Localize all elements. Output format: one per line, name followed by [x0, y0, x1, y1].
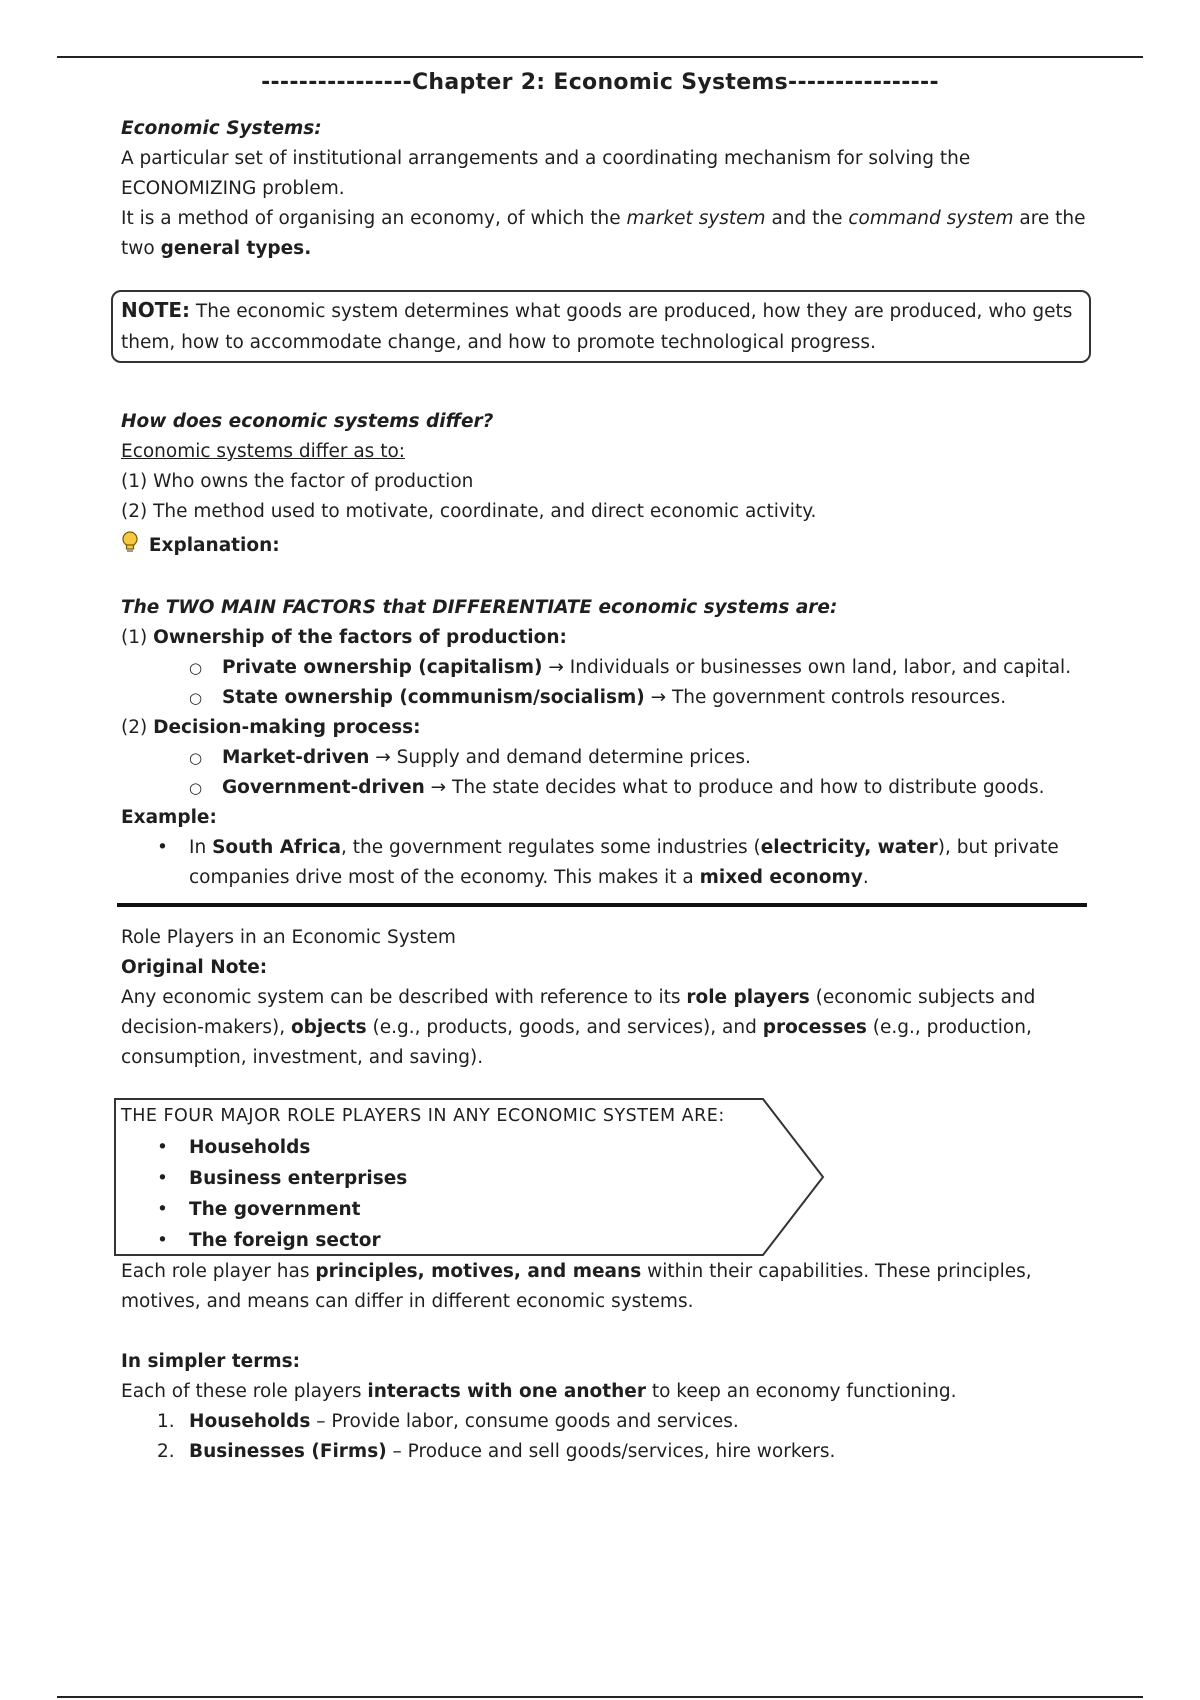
factors-heading: The TWO MAIN FACTORS that DIFFERENTIATE economic systems are: — [121, 597, 838, 618]
simpler-item: 2. Businesses (Firms) – Produce and sell goods/services, hire workers. — [157, 1441, 836, 1462]
role-player-item: • The foreign sector — [157, 1230, 381, 1251]
explanation-line — [121, 531, 1111, 565]
role-player-item: • The government — [157, 1199, 361, 1220]
role-players-arrow-box — [113, 1097, 843, 1271]
differ-subheading: Economic systems differ as to: — [121, 441, 405, 462]
simpler-heading: In simpler terms: — [121, 1351, 301, 1372]
simpler-line: Each of these role players interacts with one another to keep an economy functioning. — [121, 1381, 957, 1402]
role-player-item: • Households — [157, 1137, 311, 1158]
top-rule — [57, 56, 1143, 58]
factor-2-sub: ○ Market-driven → Supply and demand determine prices. — [189, 747, 751, 768]
differ-item: (1) Who owns the factor of production — [121, 471, 474, 492]
roles-heading: Role Players in an Economic System — [121, 927, 456, 948]
roles-paragraph: Any economic system can be described with reference to its role players (economic subjects and decision-makers), objects (e.g., products, goods, and services), and processes (e.g., production, consumption, investment, and saving). — [121, 987, 1036, 1068]
definition-line-1: A particular set of institutional arrangements and a coordinating mechanism for solving the ECONOMIZING problem. — [121, 148, 971, 199]
factor-1-sub: ○ State ownership (communism/socialism) → The government controls resources. — [189, 687, 1007, 708]
differ-item: (2) The method used to motivate, coordinate, and direct economic activity. — [121, 501, 817, 522]
note-text: The economic system determines what goods are produced, how they are produced, who gets them, how to accommodate change, and how to promote technological progress. — [121, 301, 1073, 353]
bottom-rule — [57, 1696, 1143, 1698]
differ-heading: How does economic systems differ? — [121, 411, 494, 432]
role-players-after: Each role player has principles, motives, and means within their capabilities. These principles, motives, and means can differ in different economic systems. — [121, 1261, 1032, 1312]
role-players-caption: THE FOUR MAJOR ROLE PLAYERS IN ANY ECONOMIC SYSTEM ARE: — [121, 1106, 725, 1126]
factor-1-sub: ○ Private ownership (capitalism) → Individuals or businesses own land, labor, and capital. — [189, 657, 1072, 678]
chapter-title: ----------------Chapter 2: Economic Systems---------------- — [261, 70, 939, 95]
original-note-label: Original Note: — [121, 957, 268, 978]
definition-line-2: It is a method of organising an economy, of which the market system and the command system are the two general types. — [121, 208, 1086, 259]
page-body — [121, 114, 1111, 1467]
definition-heading: Economic Systems: — [121, 118, 322, 139]
simpler-item: 1. Households – Provide labor, consume goods and services. — [157, 1411, 739, 1432]
example-item: • In South Africa, the government regulates some industries (electricity, water), but private companies drive most of the economy. This makes it a mixed economy. — [157, 837, 1059, 888]
example-label: Example: — [121, 807, 217, 828]
lightbulb-icon — [121, 531, 143, 565]
factor-2-sub: ○ Government-driven → The state decides what to produce and how to distribute goods. — [189, 777, 1045, 798]
factor-2: (2) Decision-making process: — [121, 717, 421, 738]
section-divider — [117, 903, 1087, 907]
note-label: NOTE: — [121, 298, 191, 322]
role-player-item: • Business enterprises — [157, 1168, 408, 1189]
factor-1: (1) Ownership of the factors of production: — [121, 627, 567, 648]
note-box — [111, 290, 1091, 363]
explanation-label: Explanation: — [148, 535, 280, 556]
